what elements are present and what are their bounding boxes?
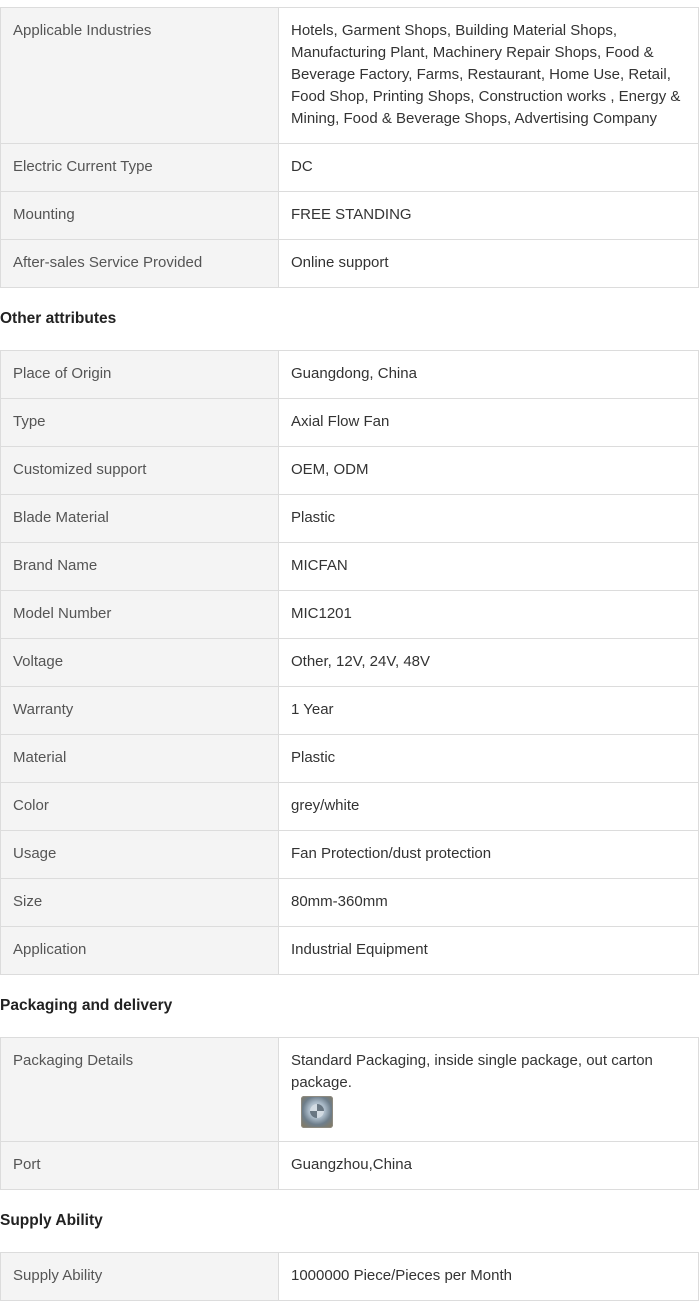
attribute-value: Guangzhou,China	[279, 1142, 699, 1190]
table-row	[1, 240, 699, 288]
attribute-value: Hotels, Garment Shops, Building Material Shops, Manufacturing Plant, Machinery Repair Shops, Food & Beverage Factory, Farms, Restaurant, Home Use, Retail, Food Shop, Printing Shops, Construction works , Energy & Mining, Food & Beverage Shops, Advertising Company	[279, 8, 699, 144]
table-row	[1, 687, 699, 735]
attribute-value: FREE STANDING	[279, 192, 699, 240]
attribute-label: Color	[1, 783, 279, 831]
attribute-value-cell	[279, 1038, 699, 1142]
attribute-label: Type	[1, 399, 279, 447]
attribute-value: Standard Packaging, inside single package, out carton package.	[291, 1052, 653, 1091]
attribute-label: Mounting	[1, 192, 279, 240]
table-row	[1, 639, 699, 687]
table-row	[1, 1142, 699, 1190]
supply-ability-table	[0, 1252, 699, 1301]
attribute-label: Usage	[1, 831, 279, 879]
packaging-table	[0, 1037, 699, 1190]
attribute-label: Brand Name	[1, 543, 279, 591]
table-row	[1, 8, 699, 144]
attribute-value: Plastic	[279, 495, 699, 543]
attribute-label: Applicable Industries	[1, 8, 279, 144]
table-row	[1, 495, 699, 543]
attribute-label: Supply Ability	[1, 1253, 279, 1301]
section-title-supply-ability: Supply Ability	[0, 1212, 103, 1229]
table-row	[1, 399, 699, 447]
attribute-label: Customized support	[1, 447, 279, 495]
attribute-value: Online support	[279, 240, 699, 288]
table-row	[1, 543, 699, 591]
attribute-value: Plastic	[279, 735, 699, 783]
key-attributes-table	[0, 7, 699, 288]
table-row	[1, 192, 699, 240]
table-row	[1, 591, 699, 639]
table-row	[1, 879, 699, 927]
attribute-value: Other, 12V, 24V, 48V	[279, 639, 699, 687]
table-row	[1, 831, 699, 879]
table-row	[1, 351, 699, 399]
attribute-value: OEM, ODM	[279, 447, 699, 495]
attribute-label: Place of Origin	[1, 351, 279, 399]
other-attributes-table	[0, 350, 699, 975]
attribute-label: Material	[1, 735, 279, 783]
attribute-value: MICFAN	[279, 543, 699, 591]
attribute-label: Packaging Details	[1, 1038, 279, 1142]
table-row	[1, 447, 699, 495]
attribute-value: Axial Flow Fan	[279, 399, 699, 447]
attribute-label: Electric Current Type	[1, 144, 279, 192]
table-row	[1, 927, 699, 975]
attribute-label: After-sales Service Provided	[1, 240, 279, 288]
attribute-value: grey/white	[279, 783, 699, 831]
attribute-label: Warranty	[1, 687, 279, 735]
attribute-value: Guangdong, China	[279, 351, 699, 399]
table-row	[1, 144, 699, 192]
attribute-value: Fan Protection/dust protection	[279, 831, 699, 879]
attribute-label: Application	[1, 927, 279, 975]
attribute-value: 1000000 Piece/Pieces per Month	[279, 1253, 699, 1301]
section-title-packaging: Packaging and delivery	[0, 997, 173, 1014]
attribute-label: Voltage	[1, 639, 279, 687]
attribute-label: Port	[1, 1142, 279, 1190]
table-row	[1, 783, 699, 831]
attribute-value: MIC1201	[279, 591, 699, 639]
packaging-image-thumbnail[interactable]	[301, 1096, 333, 1128]
attribute-value: DC	[279, 144, 699, 192]
table-row	[1, 735, 699, 783]
attribute-label: Model Number	[1, 591, 279, 639]
attribute-value: 1 Year	[279, 687, 699, 735]
table-row	[1, 1038, 699, 1142]
attribute-label: Blade Material	[1, 495, 279, 543]
attribute-value: Industrial Equipment	[279, 927, 699, 975]
product-attributes	[0, 7, 700, 1301]
table-row	[1, 1253, 699, 1301]
attribute-label: Size	[1, 879, 279, 927]
attribute-value: 80mm-360mm	[279, 879, 699, 927]
section-title-other-attributes: Other attributes	[0, 310, 117, 327]
